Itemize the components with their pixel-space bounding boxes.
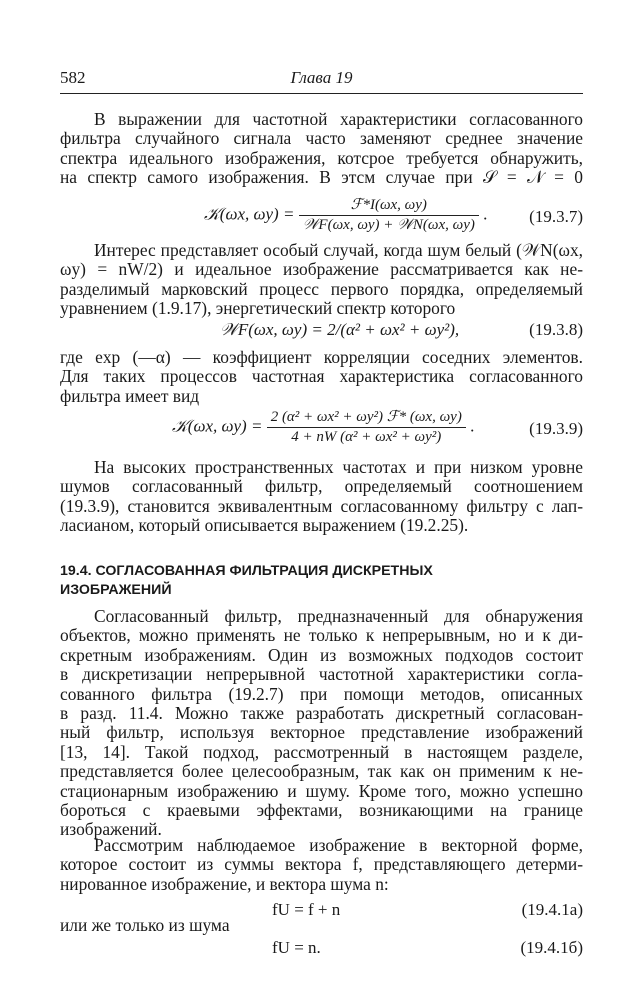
text-line: где exp (—α) — коэффициент корреляции соседних элементов.	[60, 348, 583, 367]
text-line: Для таких процессов частотная характеристика согласованного	[60, 367, 583, 387]
paragraph-1	[60, 110, 583, 188]
text-line: ωy) = nW/2) и идеальное изображение рассматривается как не-	[60, 260, 583, 280]
equation-19-3-9	[60, 405, 583, 449]
equation-body: 𝒲F(ωx, ωy) = 2/(α² + ωx² + ωy²),	[220, 320, 460, 339]
text-line: или же только из шума	[60, 916, 230, 935]
text-line: на спектр самого изображения. В этсм случае при 𝒮 = 𝒩 = 0	[60, 168, 583, 188]
text-line: фильтра случайного сигнала часто заменяют среднее значение	[60, 129, 583, 149]
text-line: объектов, можно применять не только к непрерывным, но и к ди-	[60, 626, 583, 646]
text-line: Рассмотрим наблюдаемое изображение в векторной форме,	[94, 836, 583, 855]
paragraph-4	[60, 458, 583, 536]
text-line: В выражении для частотной характеристики согласованного	[94, 110, 583, 129]
page-header	[60, 68, 583, 90]
section-heading-line: 19.4. СОГЛАСОВАННАЯ ФИЛЬТРАЦИЯ ДИСКРЕТНЫХ	[60, 563, 433, 579]
equation-lhs: 𝒦(ωx, ωy) =	[204, 204, 295, 224]
text-line: бороться с краевыми эффектами, возникающими на границе	[60, 800, 583, 820]
running-head: Глава 19	[290, 68, 353, 87]
text-line: представляется более целесообразным, так как он применим к не-	[60, 762, 583, 782]
equation-numerator: 2 (α² + ωx² + ωy²) ℱ* (ωx, ωy)	[267, 408, 466, 428]
equation-tail: .	[483, 204, 488, 224]
text-line: ный фильтр, используя векторное представление изображений	[60, 723, 583, 743]
text-line: которое состоит из суммы вектора f, представляющего детерми-	[60, 855, 583, 875]
equation-denominator: 4 + nW (α² + ωx² + ωy²)	[291, 429, 442, 445]
text-line: Интерес представляет особый случай, когда шум белый (𝒲N(ωx,	[94, 241, 583, 260]
text-line: уравнением (1.9.17), энергетический спектр которого	[60, 299, 456, 319]
equation-body	[204, 196, 487, 235]
equation-19-3-7	[60, 193, 583, 237]
paragraph-3	[60, 348, 583, 406]
text-line: шумов согласованный фильтр, определяемый соотношением	[60, 477, 583, 497]
section-heading-line: ИЗОБРАЖЕНИЙ	[60, 582, 172, 598]
equation-fraction	[267, 408, 466, 447]
text-line: ласианом, который описывается выражением (19.2.25).	[60, 516, 469, 536]
paragraph-2	[60, 241, 583, 319]
text-line: скретным изображениям. Один из возможных подходов состоит	[60, 645, 583, 665]
text-line: [13, 14]. Такой подход, рассмотренный в настоящем разделе,	[60, 742, 583, 762]
equation-fraction	[299, 196, 479, 235]
paragraph-5	[60, 607, 583, 840]
text-line: На высоких пространственных частотах и при низком уровне	[94, 458, 583, 477]
text-line: нированное изображение, и вектора шума n:	[60, 874, 389, 894]
equation-19-3-8	[60, 320, 583, 342]
text-line: (19.3.9), становится эквивалентным согласованному фильтру с лап-	[60, 496, 583, 516]
text-line: стационарным изображению и шуму. Кроме того, можно успешно	[60, 781, 583, 801]
section-heading	[60, 562, 583, 600]
page-number: 582	[60, 68, 86, 87]
equation-denominator: 𝒲F(ωx, ωy) + 𝒲N(ωx, ωy)	[302, 217, 475, 233]
equation-number: (19.4.1б)	[520, 938, 583, 957]
text-line: в дискретизации непрерывной частотной характеристики согла-	[60, 665, 583, 685]
text-line: в разд. 11.4. Можно также разработать дискретный согласован-	[60, 703, 583, 723]
equation-lhs: 𝒦(ωx, ωy) =	[172, 416, 263, 436]
equation-tail: .	[470, 416, 475, 436]
equation-19-4-1b	[60, 938, 583, 960]
paragraph-6	[60, 836, 583, 894]
text-line: изображений.	[60, 820, 162, 840]
equation-body: fU = n.	[272, 938, 321, 957]
equation-number: (19.3.7)	[529, 207, 583, 226]
equation-number: (19.3.9)	[529, 419, 583, 438]
text-line: Согласованный фильтр, предназначенный для обнаружения	[94, 607, 583, 626]
equation-body	[172, 408, 474, 447]
text-line: сованного фильтра (19.2.7) при помощи методов, описанных	[60, 684, 583, 704]
text-line: фильтра имеет вид	[60, 386, 200, 406]
equation-numerator: ℱ*I(ωx, ωy)	[299, 196, 479, 216]
header-rule	[60, 93, 583, 94]
text-line: спектра идеального изображения, котсрое требуется обнаружить,	[60, 148, 583, 168]
text-line: разделимый марковский процесс первого порядка, определяемый	[60, 279, 583, 299]
equation-number: (19.4.1а)	[521, 900, 583, 919]
paragraph-between	[60, 916, 583, 935]
equation-number: (19.3.8)	[529, 320, 583, 339]
equation-body: fU = f + n	[272, 900, 341, 919]
